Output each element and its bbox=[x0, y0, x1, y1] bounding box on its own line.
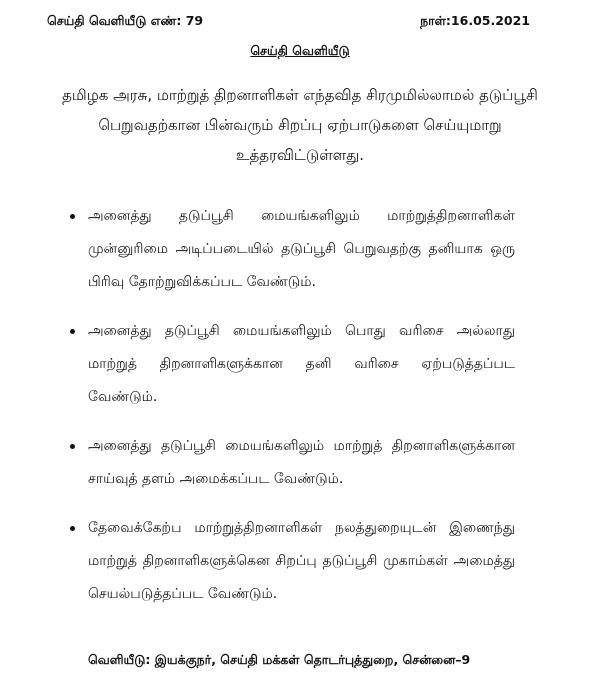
document-title: செய்தி வெளியீடு bbox=[250, 43, 350, 58]
document-header bbox=[47, 10, 530, 32]
intro-paragraph: தமிழக அரசு, மாற்றுத் திறனாளிகள் எந்தவித சிரமுமில்லாமல் தடுப்பூசி பெறுவதற்கான பின்வரும் சிறப்பு ஏற்பாடுகளை செய்யுமாறு உத்தரவிட்டுள்ளது. bbox=[62, 86, 538, 164]
bullet-icon bbox=[70, 526, 75, 531]
list-item-text: அனைத்து தடுப்பூசி மையங்களிலும் பொது வரிசை அல்லாது மாற்றுத் திறனாளிகளுக்கான தனி வரிசை ஏற்படுத்தப்பட வேண்டும். bbox=[88, 323, 515, 405]
list-item bbox=[70, 512, 515, 611]
bullet-icon bbox=[70, 329, 75, 334]
list-item-text: அனைத்து தடுப்பூசி மையங்களிலும் மாற்றுத்திறனாளிகள் முன்னுரிமை அடிப்படையில் தடுப்பூசி பெறுவதற்கு தனியாக ஒரு பிரிவு தோற்றுவிக்கப்பட வேண்டும். bbox=[88, 208, 515, 290]
list-item bbox=[70, 200, 515, 299]
issuer-footer: வெளியீடு: இயக்குநர், செய்தி மக்கள் தொடர்புத்துறை, சென்னை–9 bbox=[88, 652, 471, 667]
list-item-text: அனைத்து தடுப்பூசி மையங்களிலும் மாற்றுத் திறனாளிகளுக்கான சாய்வுத் தளம் அமைக்கப்பட வேண்டும். bbox=[88, 438, 515, 487]
directives-list bbox=[70, 200, 515, 627]
list-item bbox=[70, 315, 515, 414]
list-item bbox=[70, 430, 515, 496]
list-item-text: தேவைக்கேற்ப மாற்றுத்திறனாளிகள் நலத்துறையுடன் இணைந்து மாற்றுத் திறனாளிகளுக்கென சிறப்பு தடுப்பூசி முகாம்கள் அமைத்து செயல்படுத்தப்பட வேண்டும். bbox=[88, 520, 515, 602]
release-number: செய்தி வெளியீடு எண்: 79 bbox=[47, 12, 204, 28]
bullet-icon bbox=[70, 214, 75, 219]
bullet-icon bbox=[70, 444, 75, 449]
release-date: நாள்:16.05.2021 bbox=[420, 12, 530, 28]
